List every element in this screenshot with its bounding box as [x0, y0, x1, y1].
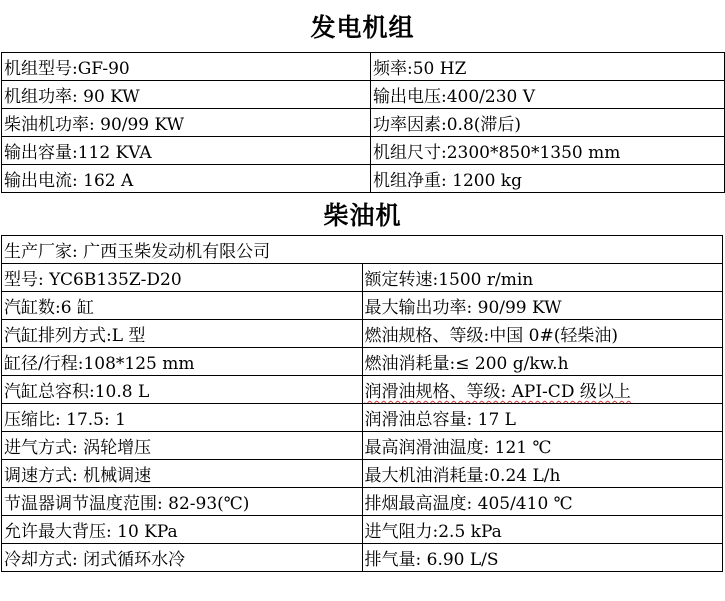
table-row — [2, 544, 723, 572]
spec-cell: 机组型号:GF-90 — [2, 53, 371, 81]
spec-cell: 润滑油规格、等级: API-CD 级以上 — [362, 376, 723, 404]
spec-cell: 进气方式: 涡轮增压 — [2, 432, 363, 460]
spec-cell: 输出电压:400/230 V — [371, 81, 725, 109]
spec-cell: 机组净重: 1200 kg — [371, 165, 725, 193]
spec-cell: 汽缸总容积:10.8 L — [2, 376, 363, 404]
spec-cell: 燃油规格、等级:中国 0#(轻柴油) — [362, 320, 723, 348]
table-row — [2, 460, 723, 488]
diesel-engine-title: 柴油机 — [323, 201, 402, 230]
spec-cell: 最大输出功率: 90/99 KW — [362, 292, 723, 320]
spec-cell: 排气量: 6.90 L/S — [362, 544, 723, 572]
spec-cell: 燃油消耗量:≤ 200 g/kw.h — [362, 348, 723, 376]
table-row — [2, 292, 723, 320]
manufacturer-cell: 生产厂家: 广西玉柴发动机有限公司 — [2, 236, 723, 264]
table-row — [2, 404, 723, 432]
generator-set-title: 发电机组 — [310, 13, 415, 42]
engine-spec-table — [1, 235, 723, 572]
spec-cell: 节温器调节温度范围: 82-93(℃) — [2, 488, 363, 516]
table-row — [2, 348, 723, 376]
table-row — [2, 109, 725, 137]
table-row — [2, 488, 723, 516]
table-row — [2, 165, 725, 193]
table-row — [2, 137, 725, 165]
table-row — [2, 236, 723, 264]
spec-cell: 机组功率: 90 KW — [2, 81, 371, 109]
spec-cell: 冷却方式: 闭式循环水冷 — [2, 544, 363, 572]
table-row — [2, 53, 725, 81]
spec-cell: 机组尺寸:2300*850*1350 mm — [371, 137, 725, 165]
table-row — [2, 264, 723, 292]
spec-cell: 排烟最高温度: 405/410 ℃ — [362, 488, 723, 516]
spec-cell: 频率:50 HZ — [371, 53, 725, 81]
table-row — [2, 376, 723, 404]
spec-cell: 输出容量:112 KVA — [2, 137, 371, 165]
table-row — [2, 432, 723, 460]
spec-cell: 压缩比: 17.5: 1 — [2, 404, 363, 432]
generator-spec-table — [1, 52, 725, 193]
table-row — [2, 516, 723, 544]
spec-cell: 型号: YC6B135Z-D20 — [2, 264, 363, 292]
spec-cell: 允许最大背压: 10 KPa — [2, 516, 363, 544]
spec-cell: 柴油机功率: 90/99 KW — [2, 109, 371, 137]
table-row — [2, 320, 723, 348]
spec-cell: 功率因素:0.8(滞后) — [371, 109, 725, 137]
spec-cell: 最高润滑油温度: 121 ℃ — [362, 432, 723, 460]
spec-cell: 最大机油消耗量:0.24 L/h — [362, 460, 723, 488]
spec-cell: 输出电流: 162 A — [2, 165, 371, 193]
table-row — [2, 81, 725, 109]
spec-cell: 汽缸排列方式:L 型 — [2, 320, 363, 348]
spec-cell: 缸径/行程:108*125 mm — [2, 348, 363, 376]
spec-cell: 润滑油总容量: 17 L — [362, 404, 723, 432]
spec-cell: 汽缸数:6 缸 — [2, 292, 363, 320]
spec-cell: 进气阻力:2.5 kPa — [362, 516, 723, 544]
spec-cell: 调速方式: 机械调速 — [2, 460, 363, 488]
spec-cell: 额定转速:1500 r/min — [362, 264, 723, 292]
